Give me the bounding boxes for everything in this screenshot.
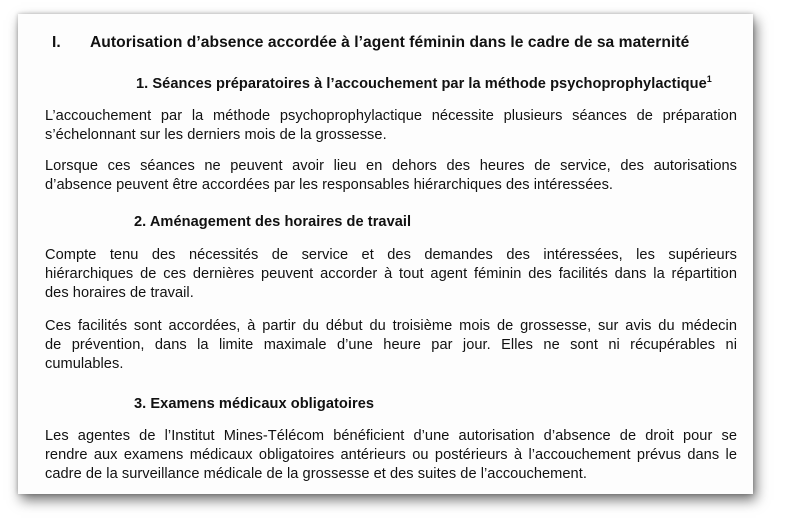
document-page [18,14,753,494]
subsection-heading-3: 3. Examens médicaux obligatoires [134,396,375,412]
section-title: Autorisation d’absence accordée à l’agent féminin dans le cadre de sa maternité [90,34,690,51]
paragraph-line: L’accouchement par la méthode psychoprophylactique nécessite plusieurs séances de préparation [45,108,737,124]
paragraph-line: hiérarchiques de ces dernières peuvent accorder à tout agent féminin des facilités dans la répartition [45,266,737,282]
paragraph-line: Lorsque ces séances ne peuvent avoir lieu en dehors des heures de service, des autorisations [45,158,737,174]
footnote-ref: 1 [706,74,712,85]
paragraph-line: Compte tenu des nécessités de service et des demandes des intéressées, les supérieurs [45,247,737,263]
paragraph-line: de prévention, dans la limite maximale d’une heure par jour. Elles ne sont ni récupérables ni [45,337,737,353]
subsection-heading-1-text: 1. Séances préparatoires à l’accouchement par la méthode psychoprophylactique [136,76,707,92]
subsection-heading-2: 2. Aménagement des horaires de travail [134,214,412,230]
paragraph-line: cumulables. [45,356,124,372]
section-number: I. [52,34,61,51]
paragraph-line: des horaires de travail. [45,285,194,301]
subsection-heading-1 [136,75,712,93]
paragraph-line: Ces facilités sont accordées, à partir du début du troisième mois de grossesse, sur avis du médecin [45,318,737,334]
paragraph-line: d’absence peuvent être accordées par les responsables hiérarchiques des intéressées. [45,177,614,193]
paragraph-line: Les agentes de l’Institut Mines-Télécom bénéficient d’une autorisation d’absence de droit pour se [45,428,737,444]
section-heading [52,34,689,52]
paragraph-line: rendre aux examens médicaux obligatoires antérieurs ou postérieurs à l’accouchement prévus dans le [45,447,737,463]
paragraph-line: s’échelonnant sur les derniers mois de la grossesse. [45,127,387,143]
paragraph-line: cadre de la surveillance médicale de la grossesse et des suites de l’accouchement. [45,466,587,482]
